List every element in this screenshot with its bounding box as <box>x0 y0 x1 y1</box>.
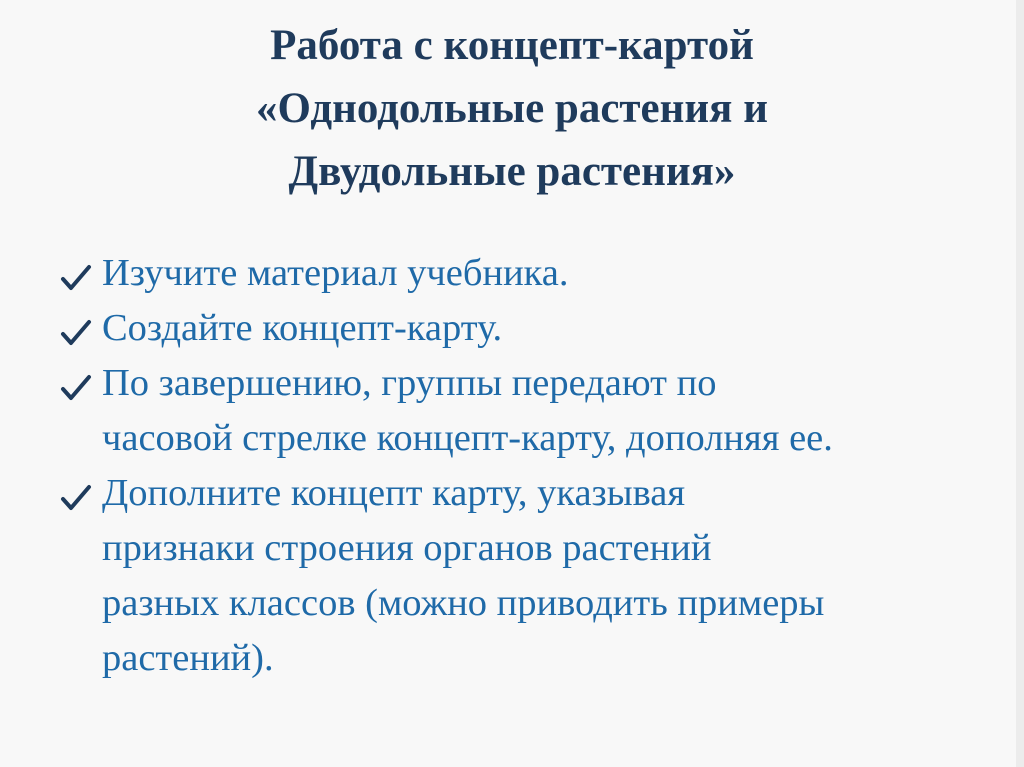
title-line: Работа с концепт-картой <box>270 22 754 69</box>
list-item-text: Дополните концепт карту, указывая признаки строения органов растений разных классов (можно приводить примеры растений). <box>102 472 825 679</box>
list-item <box>60 466 990 686</box>
slide-title <box>0 14 1024 203</box>
title-line: «Однодольные растения и <box>256 85 768 132</box>
list-item <box>60 301 990 356</box>
list-item <box>60 356 990 466</box>
list-item-text: Изучите материал учебника. <box>102 252 569 294</box>
checkmark-icon <box>60 484 94 512</box>
checkmark-icon <box>60 319 94 347</box>
list-item-text: Создайте концепт-карту. <box>102 307 503 349</box>
task-list <box>60 246 990 686</box>
title-line: Двудольные растения» <box>288 148 736 195</box>
checkmark-icon <box>60 374 94 402</box>
list-item-text: По завершению, группы передают по часовой стрелке концепт-карту, дополняя ее. <box>102 362 833 459</box>
list-item <box>60 246 990 301</box>
checkmark-icon <box>60 264 94 292</box>
